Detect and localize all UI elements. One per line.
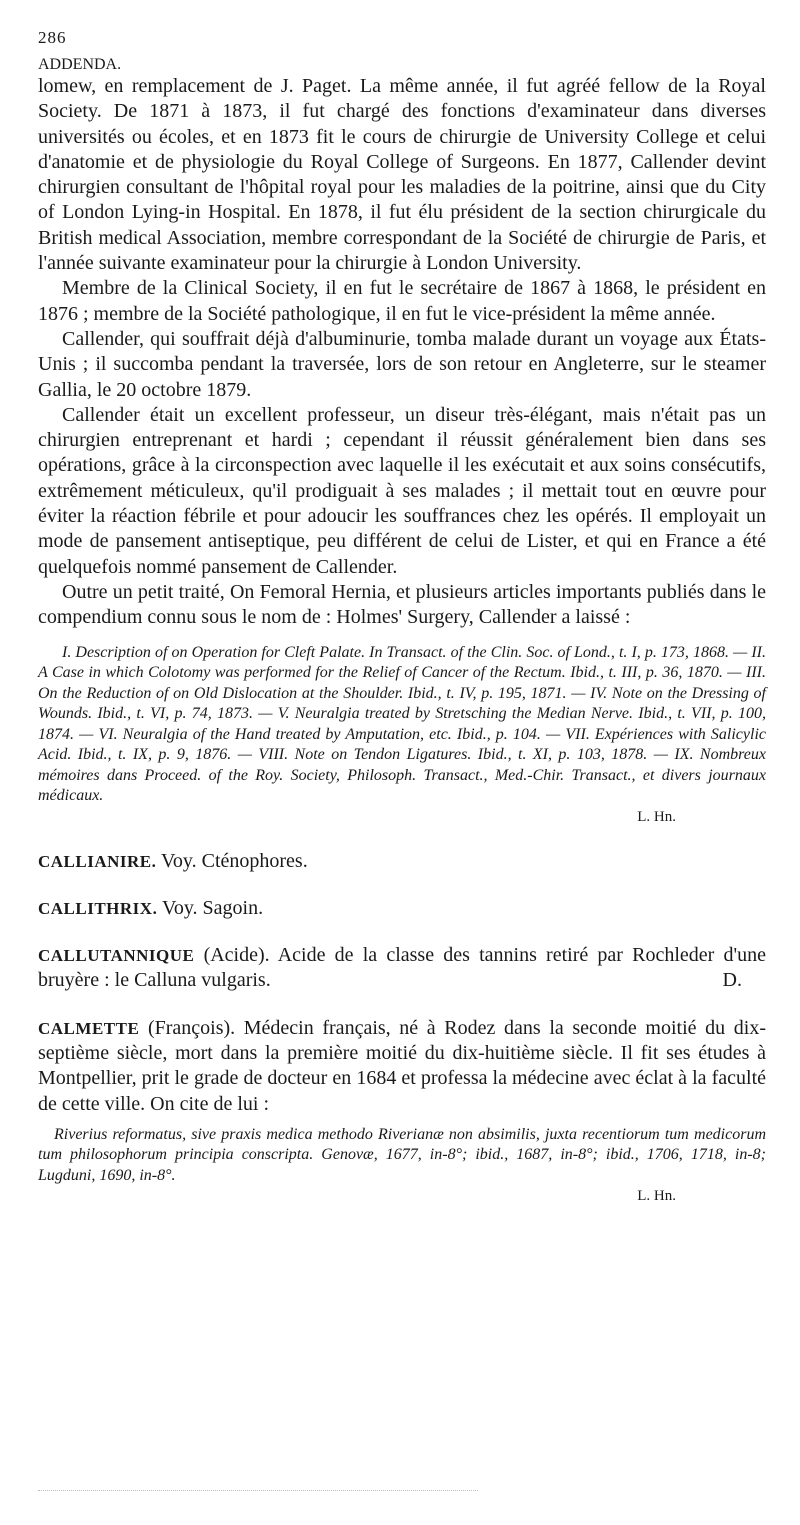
author-signature: L. Hn.	[637, 1188, 676, 1205]
page-number: 286	[38, 28, 67, 47]
headword: CALLITHRIX.	[38, 898, 158, 918]
paragraph: Callender était un excellent professeur, un diseur très-élégant, mais n'était pas un chirurgien entreprenant et hardi ; cependant il réussit généralement bien dans ses opérations, grâce à la circonspection avec laquelle il les exécutait et aux soins consécutifs, extrêmement méticuleux, qu'il prodiguait à ses malades ; il mettait tout en œuvre pour éviter la réaction fébrile et pour adoucir les souffrances chez les opérés. Il employait un mode de pansement antiseptique, peu différent de celui de Lister, et qui en France a été quelquefois nommé pansement de Callender.	[38, 403, 766, 578]
entry-callithrix	[38, 896, 766, 921]
running-title: ADDENDA.	[38, 56, 122, 73]
entry-text: Voy. Sagoin.	[161, 896, 264, 919]
author-signature: L. Hn.	[637, 808, 676, 825]
entry-text: (Acide). Acide de la classe des tannins retiré par Rochleder d'une bruyère : le Calluna vulgaris.	[38, 944, 766, 992]
page-header	[38, 28, 766, 56]
callender-article	[38, 74, 766, 631]
entry-text: Voy. Cténophores.	[161, 849, 308, 872]
headword: CALLUTANNIQUE	[38, 946, 195, 966]
entry-signature: D.	[722, 969, 742, 992]
paragraph: Callender, qui souffrait déjà d'albuminurie, tomba malade durant un voyage aux États-Unis ; il succomba pendant la traversée, lors de son retour en Angleterre, sur le steamer Gallia, le 20 octobre 1879.	[38, 327, 766, 401]
bibliography-text: I. Description of on Operation for Cleft Palate. In Transact. of the Clin. Soc. of Lond., t. I, p. 173, 1868. — II. A Case in which Colotomy was performed for the Relief of Cancer of the Rectum. Ibid., t. III, p. 36, 1870. — III. On the Reduction of on Old Dislocation at the Shoulder. Ibid., t. IV, p. 195, 1871. — IV. Note on the Dressing of Wounds. Ibid., t. VI, p. 74, 1873. — V. Neuralgia treated by Stretsching the Median Nerve. Ibid., t. VII, p. 100, 1874. — VI. Neuralgia of the Hand treated by Amputation, etc. Ibid., p. 104. — VII. Expériences with Salicylic Acid. Ibid., t. IX, p. 9, 1876. — VIII. Note on Tendon Ligatures. Ibid., t. XI, p. 103, 1878. — IX. Nombreux mémoires dans Proceed. of the Roy. Society, Philosoph. Transact., Med.-Chir. Transact., et divers journaux médicaux.	[38, 643, 766, 805]
entry-callianire	[38, 849, 766, 874]
entry-calmette	[38, 1016, 766, 1117]
paragraph: Outre un petit traité, On Femoral Hernia, et plusieurs articles importants publiés dans le compendium connu sous le nom de : Holmes' Surgery, Callender a laissé :	[38, 580, 766, 629]
entry-text: (François). Médecin français, né à Rodez dans la seconde moitié du dix-septième siècle, mort dans la première moitié du dix-huitième siècle. Il fit ses études à Montpellier, prit le grade de docteur en 1684 et professa la médecine avec éclat à la faculté de cette ville. On cite de lui :	[38, 1016, 767, 1115]
callender-bibliography	[38, 643, 766, 827]
entry-callutannique	[38, 943, 766, 994]
headword: CALMETTE	[38, 1018, 140, 1038]
calmette-bibliography	[38, 1125, 766, 1207]
headword: CALLIANIRE.	[38, 851, 157, 871]
bibliography-text: Riverius reformatus, sive praxis medica methodo Riverianæ non absimilis, juxta recentiorum tum medicorum tum philosophorum principia conscripta. Genovæ, 1677, in-8°; ibid., 1687, in-8°; ibid., 1706, 1718, in-8; Lugduni, 1690, in-8°.	[38, 1125, 766, 1184]
bottom-rule	[38, 1490, 478, 1491]
paragraph: lomew, en remplacement de J. Paget. La même année, il fut agréé fellow de la Royal Society. De 1871 à 1873, il fut chargé des fonctions d'examinateur dans diverses universités ou écoles, et en 1873 fit le cours de chirurgie de University College et celui d'anatomie et de physiologie du Royal College of Surgeons. En 1877, Callender devint chirurgien consultant de l'hôpital royal pour les maladies de la poitrine, ainsi que du City of London Lying-in Hospital. En 1878, il fut élu président de la section chirurgicale du British medical Association, membre correspondant de la Société de chirurgie de Paris, et l'année suivante examinateur pour la chirurgie à London University.	[38, 75, 766, 275]
paragraph: Membre de la Clinical Society, il en fut le secrétaire de 1867 à 1868, le président en 1876 ; membre de la Société pathologique, il en fut le vice-président la même année.	[38, 277, 766, 325]
